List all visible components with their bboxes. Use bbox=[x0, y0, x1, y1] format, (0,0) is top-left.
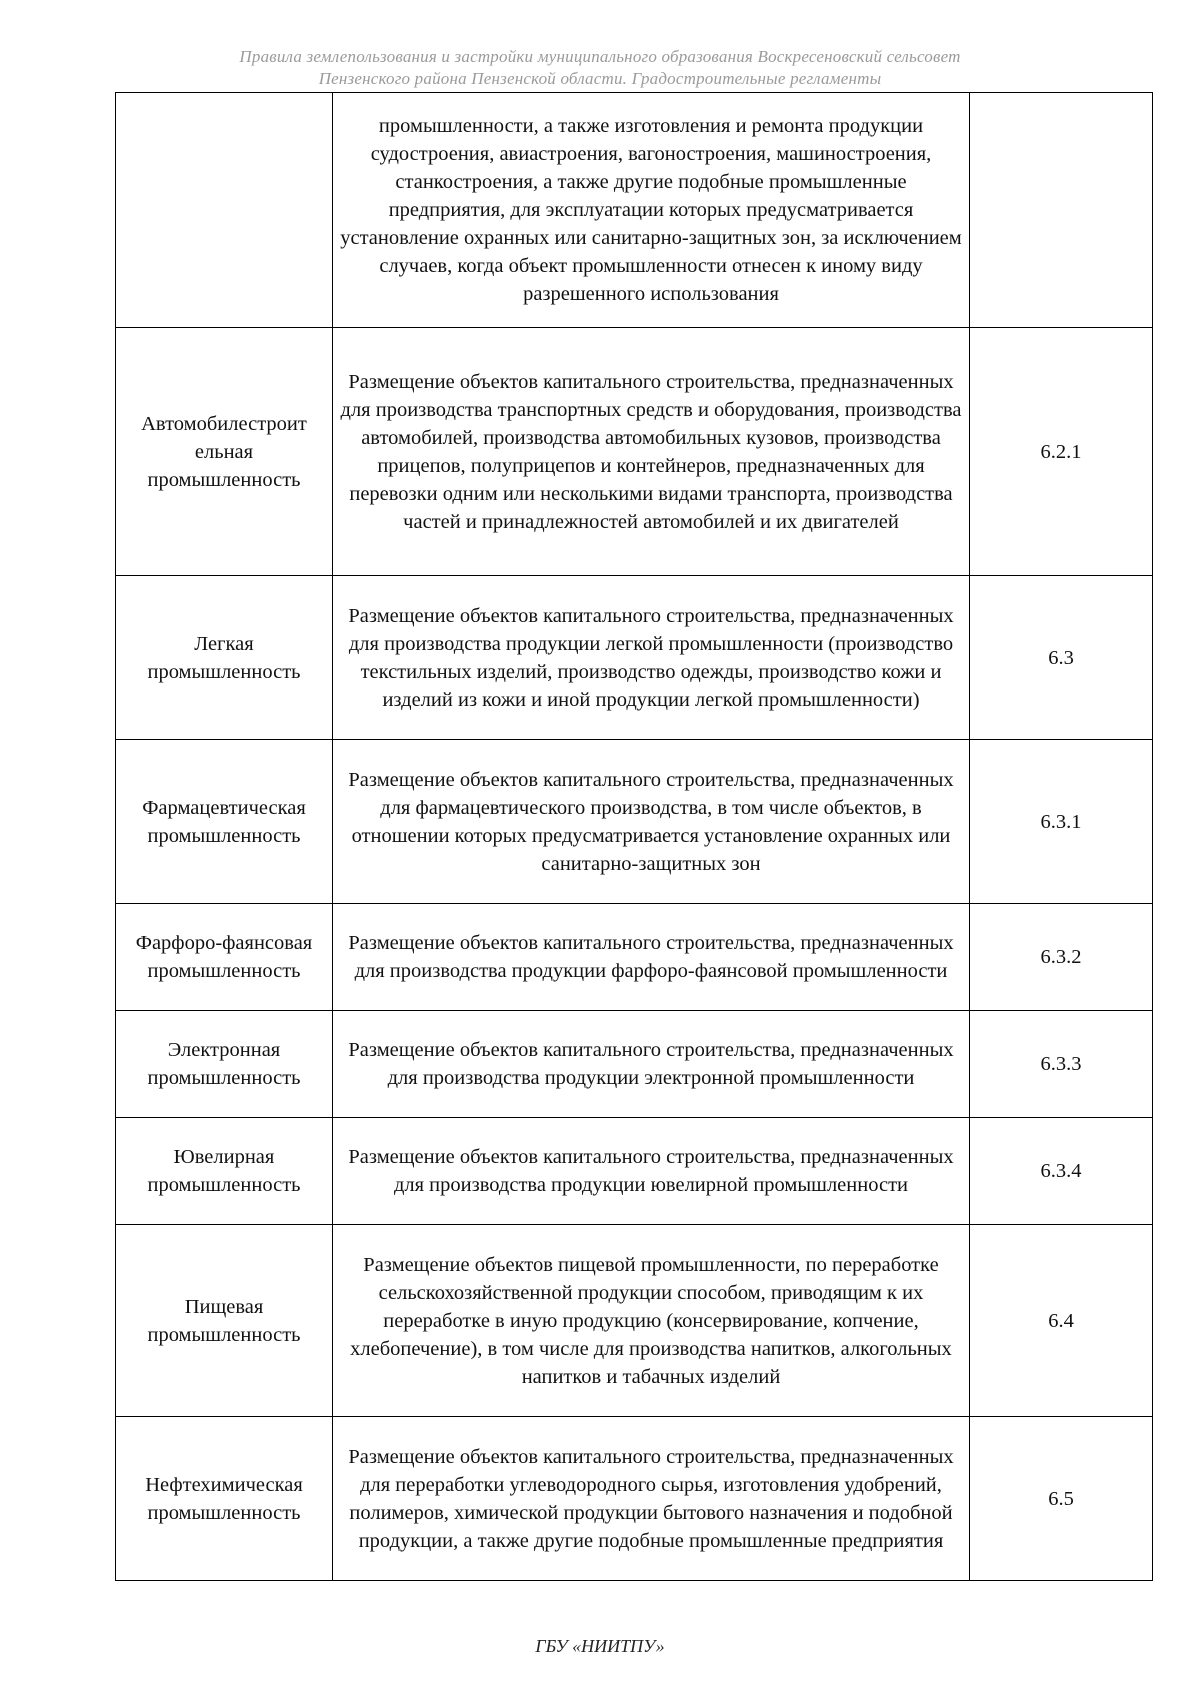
use-name-cell: Фарфоро-фаянсовая промышленность bbox=[116, 904, 333, 1011]
table-row bbox=[116, 328, 1153, 576]
use-description-cell: Размещение объектов капитального строительства, предназначенных для производства продукции фарфоро-фаянсовой промышленности bbox=[333, 904, 970, 1011]
use-description-cell: Размещение объектов капитального строительства, предназначенных для фармацевтического производства, в том числе объектов, в отношении которых предусматривается установление охранных или санитарно-защитных зон bbox=[333, 740, 970, 904]
use-name-cell: Легкая промышленность bbox=[116, 576, 333, 740]
use-description-cell: Размещение объектов капитального строительства, предназначенных для производства продукции легкой промышленности (производство текстильных изделий, производство одежды, производство кожи и изделий из кожи и иной продукции легкой промышленности) bbox=[333, 576, 970, 740]
use-code-cell: 6.3.2 bbox=[970, 904, 1153, 1011]
table-row bbox=[116, 904, 1153, 1011]
table-row bbox=[116, 1118, 1153, 1225]
use-code-cell bbox=[970, 93, 1153, 328]
use-code-cell: 6.5 bbox=[970, 1417, 1153, 1581]
use-code-cell: 6.3 bbox=[970, 576, 1153, 740]
table-row bbox=[116, 576, 1153, 740]
running-header bbox=[150, 46, 1050, 90]
use-code-cell: 6.3.3 bbox=[970, 1011, 1153, 1118]
header-line-2: Пензенского района Пензенской области. Градостроительные регламенты bbox=[318, 69, 882, 88]
table-row bbox=[116, 740, 1153, 904]
use-description-cell: Размещение объектов капитального строительства, предназначенных для производства продукции электронной промышленности bbox=[333, 1011, 970, 1118]
table-row bbox=[116, 1011, 1153, 1118]
use-code-cell: 6.2.1 bbox=[970, 328, 1153, 576]
table-row bbox=[116, 93, 1153, 328]
use-description-cell: Размещение объектов капитального строительства, предназначенных для производства продукции ювелирной промышленности bbox=[333, 1118, 970, 1225]
land-use-table bbox=[115, 92, 1153, 1581]
header-line-1: Правила землепользования и застройки муниципального образования Воскресеновский сельсовет bbox=[239, 47, 961, 66]
use-name-cell: Автомобилестроит ельная промышленность bbox=[116, 328, 333, 576]
use-description-cell: Размещение объектов капитального строительства, предназначенных для переработки углеводородного сырья, изготовления удобрений, полимеров, химической продукции бытового назначения и подобной продукции, а также другие подобные промышленные предприятия bbox=[333, 1417, 970, 1581]
use-code-cell: 6.4 bbox=[970, 1225, 1153, 1417]
use-name-cell bbox=[116, 93, 333, 328]
use-name-cell: Пищевая промышленность bbox=[116, 1225, 333, 1417]
use-description-cell: Размещение объектов капитального строительства, предназначенных для производства транспортных средств и оборудования, производства автомобилей, производства автомобильных кузовов, производства прицепов, полуприцепов и контейнеров, предназначенных для перевозки одним или несколькими видами транспорта, производства частей и принадлежностей автомобилей и их двигателей bbox=[333, 328, 970, 576]
use-description-cell: промышленности, а также изготовления и ремонта продукции судостроения, авиастроения, вагоностроения, машиностроения, станкостроения, а также другие подобные промышленные предприятия, для эксплуатации которых предусматривается установление охранных или санитарно-защитных зон, за исключением случаев, когда объект промышленности отнесен к иному виду разрешенного использования bbox=[333, 93, 970, 328]
use-code-cell: 6.3.4 bbox=[970, 1118, 1153, 1225]
use-name-cell: Нефтехимическая промышленность bbox=[116, 1417, 333, 1581]
use-name-cell: Ювелирная промышленность bbox=[116, 1118, 333, 1225]
running-footer: ГБУ «НИИТПУ» bbox=[535, 1636, 665, 1656]
table-row bbox=[116, 1417, 1153, 1581]
use-description-cell: Размещение объектов пищевой промышленности, по переработке сельскохозяйственной продукции способом, приводящим к их переработке в иную продукцию (консервирование, копчение, хлебопечение), в том числе для производства напитков, алкогольных напитков и табачных изделий bbox=[333, 1225, 970, 1417]
use-name-cell: Фармацевтическая промышленность bbox=[116, 740, 333, 904]
use-name-cell: Электронная промышленность bbox=[116, 1011, 333, 1118]
use-code-cell: 6.3.1 bbox=[970, 740, 1153, 904]
table-row bbox=[116, 1225, 1153, 1417]
